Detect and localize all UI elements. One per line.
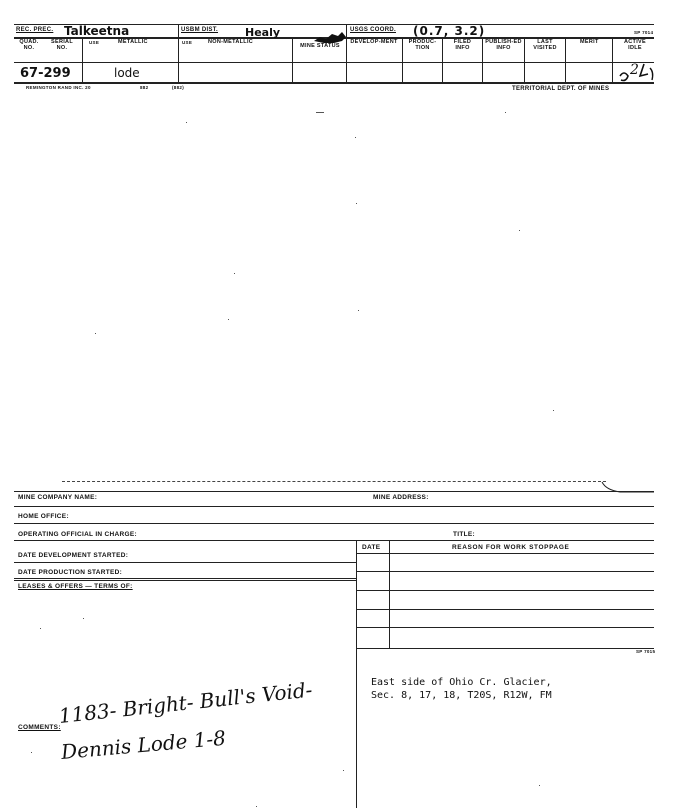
department-name: TERRITORIAL DEPT. OF MINES bbox=[512, 86, 610, 92]
active-idle-value: 2 bbox=[630, 62, 639, 78]
stoppage-row-line bbox=[356, 571, 654, 572]
printer-credit: REMINGTON RAND INC. 20 bbox=[26, 85, 91, 90]
col-merit: MERIT bbox=[580, 39, 599, 45]
header-bottom-rule bbox=[14, 82, 654, 84]
col-mine-status: MINE STATUS bbox=[300, 43, 340, 49]
perforation-line bbox=[62, 481, 606, 482]
col-divider bbox=[82, 37, 83, 82]
col-divider bbox=[402, 37, 403, 82]
title-label: TITLE: bbox=[453, 531, 476, 538]
col-divider bbox=[442, 37, 443, 82]
center-divider bbox=[356, 540, 357, 808]
header-subdivider-rule bbox=[14, 62, 654, 63]
rule-company-bottom bbox=[14, 506, 654, 507]
handwritten-comment-line-1: 1183- Bright- Bull's Void- bbox=[57, 677, 314, 728]
stoppage-row-line bbox=[356, 627, 654, 628]
col-divider bbox=[482, 37, 483, 82]
date-production-started-label: DATE PRODUCTION STARTED: bbox=[18, 569, 123, 576]
ink-blot-icon bbox=[312, 31, 348, 45]
form-code-1: 882 bbox=[140, 85, 149, 90]
mine-address-label: MINE ADDRESS: bbox=[373, 494, 429, 501]
date-header: DATE bbox=[362, 544, 381, 551]
usgs-coord-value: (0.7, 3.2) bbox=[413, 24, 486, 38]
usgs-coord-label: USGS COORD. bbox=[350, 27, 396, 33]
leases-offers-label: LEASES & OFFERS — TERMS OF: bbox=[18, 583, 133, 590]
col-use-non-metallic: USE bbox=[182, 40, 193, 45]
usbm-dist-label: USBM DIST. bbox=[181, 27, 219, 33]
operating-official-label: OPERATING OFFICIAL IN CHARGE: bbox=[18, 531, 137, 538]
rule-company-top bbox=[14, 491, 654, 492]
rec-prec-label: REC. PREC. bbox=[16, 27, 54, 33]
col-use-metallic: USE bbox=[89, 40, 100, 45]
rule-prod-started-1 bbox=[14, 578, 356, 579]
rule-prod-started-2 bbox=[14, 580, 356, 581]
col-filed-info: FILED INFO bbox=[453, 39, 472, 51]
date-development-started-label: DATE DEVELOPMENT STARTED: bbox=[18, 552, 129, 559]
reason-header: REASON FOR WORK STOPPAGE bbox=[452, 544, 570, 551]
col-metallic: METALLIC bbox=[118, 39, 148, 45]
col-divider bbox=[178, 24, 179, 82]
form-code-2: (882) bbox=[172, 85, 185, 90]
stoppage-row-line bbox=[356, 648, 654, 649]
col-serial-no: SERIAL NO. bbox=[51, 39, 73, 51]
location-line-2: Sec. 8, 17, 18, T20S, R12W, FM bbox=[371, 689, 552, 701]
col-active-idle: ACTIVE IDLE bbox=[624, 39, 646, 51]
col-divider bbox=[524, 37, 525, 82]
metallic-value: lode bbox=[114, 66, 140, 80]
col-last-visited: LAST VISITED bbox=[533, 39, 557, 51]
rule-stoppage-header bbox=[356, 553, 654, 554]
date-col-divider bbox=[389, 540, 390, 648]
col-published-info: PUBLISH-ED INFO bbox=[485, 39, 522, 51]
col-development: DEVELOP-MENT bbox=[350, 39, 398, 45]
rule-dev-started bbox=[14, 562, 356, 563]
col-quad-no: QUAD. NO. bbox=[19, 39, 39, 51]
rule-home-office bbox=[14, 523, 654, 524]
location-note bbox=[371, 677, 552, 702]
stoppage-row-line bbox=[356, 609, 654, 610]
form-number-2: SP 7015 bbox=[636, 649, 656, 654]
usbm-dist-value: Healy bbox=[245, 26, 281, 39]
handwritten-comment-line-2: Dennis Lode 1-8 bbox=[60, 725, 227, 764]
comments-label: COMMENTS: bbox=[18, 724, 61, 731]
home-office-label: HOME OFFICE: bbox=[18, 513, 69, 520]
col-divider bbox=[292, 37, 293, 82]
rule-official bbox=[14, 540, 654, 541]
stoppage-row-line bbox=[356, 590, 654, 591]
mine-company-name-label: MINE COMPANY NAME: bbox=[18, 494, 98, 501]
col-divider bbox=[565, 37, 566, 82]
location-line-1: East side of Ohio Cr. Glacier, bbox=[371, 677, 552, 688]
col-production: PRODUC-TION bbox=[408, 39, 437, 51]
form-number: SP 7014 bbox=[634, 30, 654, 35]
col-non-metallic: NON-METALLIC bbox=[208, 39, 254, 45]
quad-serial-value: 67-299 bbox=[20, 66, 71, 81]
rec-prec-value: Talkeetna bbox=[64, 24, 130, 38]
col-divider bbox=[612, 37, 613, 82]
handwritten-mark-icon bbox=[616, 62, 656, 84]
